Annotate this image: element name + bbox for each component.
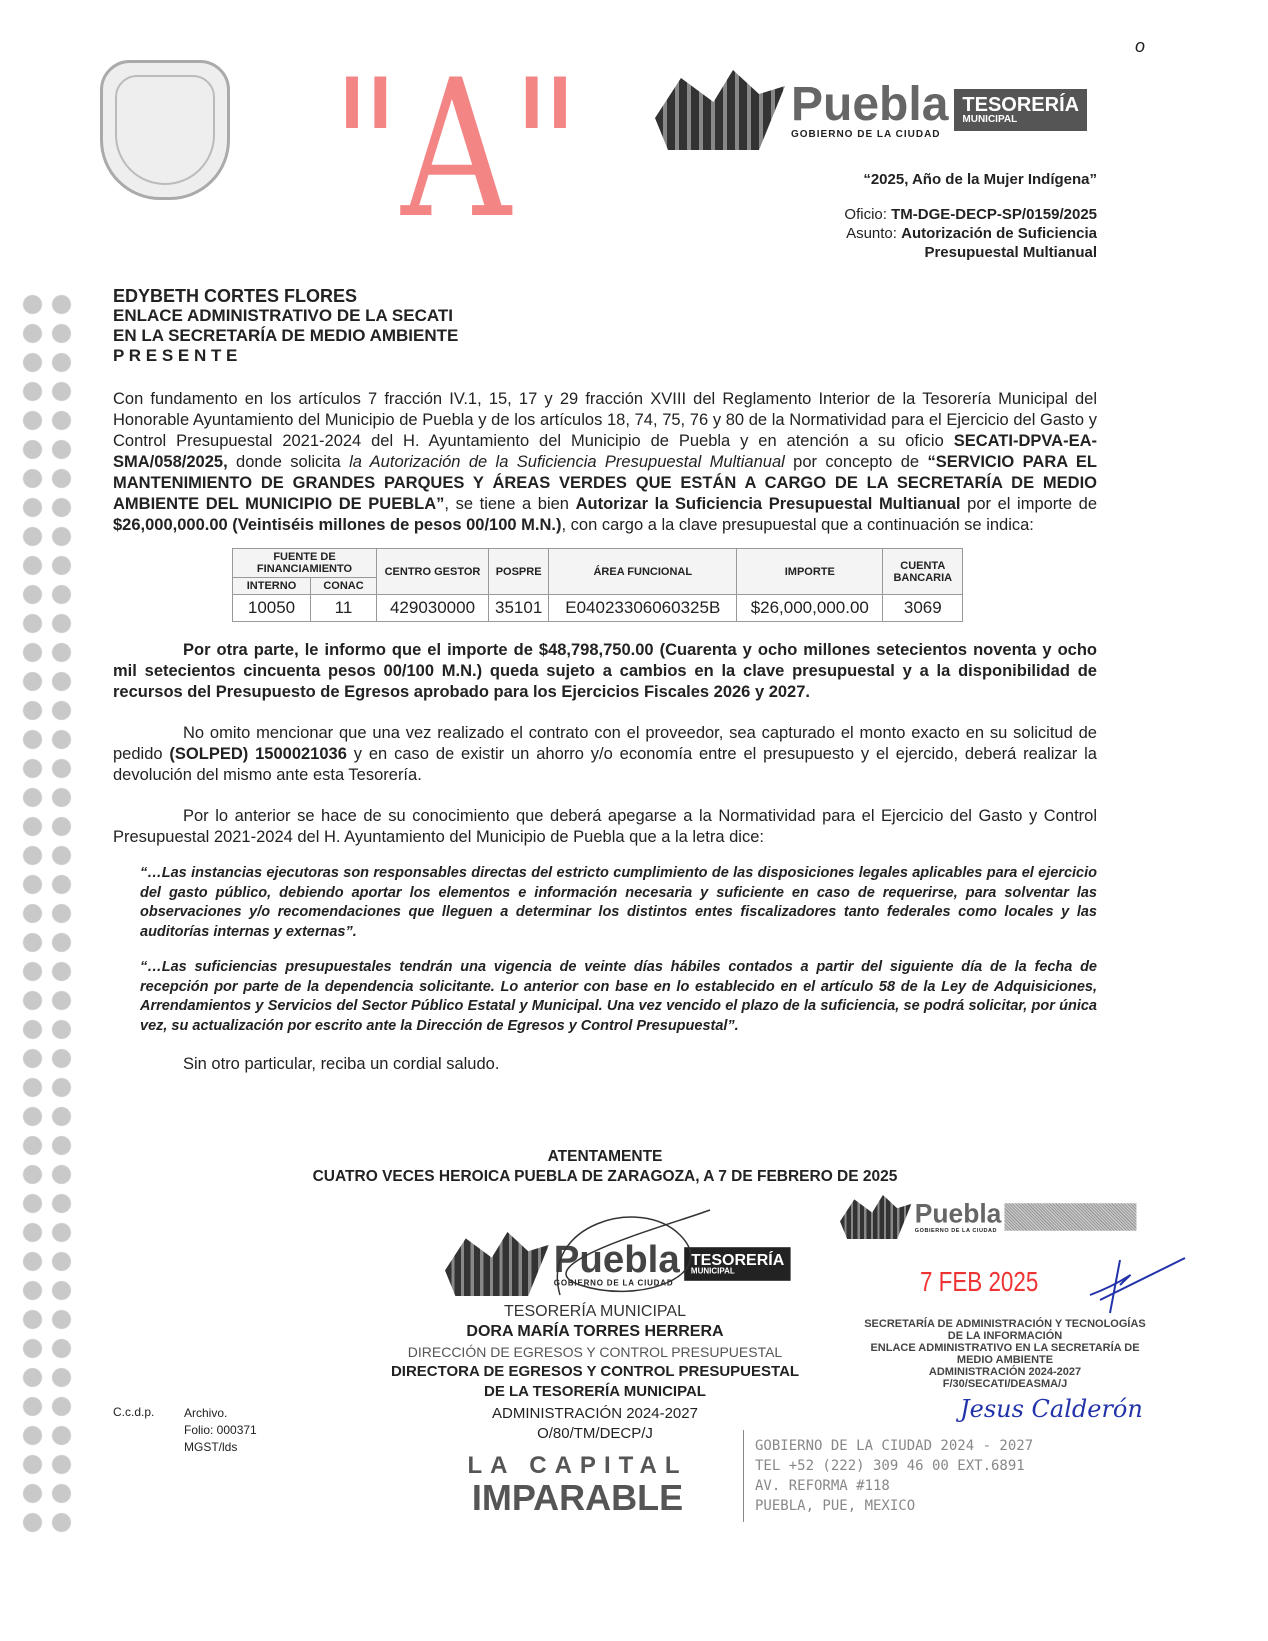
decorative-pattern-strip (18, 290, 76, 1540)
paragraph-2: Por otra parte, le informo que el importe de $48,798,750.00 (Cuarenta y ocho millones setecientos noventa y ocho mil setecientos cincuenta pesos 00/100 M.N.) queda sujeto a cambios en la clave presupuestal y a la disponibilidad de recursos del Presupuesto de Egresos aprobado para los Ejercicios Fiscales 2026 y 2027. (113, 641, 1097, 701)
cell-pospre: 35101 (489, 595, 549, 622)
reception-line1: SECRETARÍA DE ADMINISTRACIÓN Y TECNOLOGÍAS (864, 1318, 1146, 1330)
signer-title: DIRECTORA DE EGRESOS Y CONTROL PRESUPUESTAL (390, 1363, 800, 1380)
reception-logo-sub: GOBIERNO DE LA CIUDAD (914, 1227, 998, 1234)
reception-stamp-logo (840, 1195, 1137, 1239)
stamp-logo-sub: GOBIERNO DE LA CIUDAD (553, 1278, 674, 1288)
reception-line5: ADMINISTRACIÓN 2024-2027 (928, 1366, 1082, 1378)
th-centro: CENTRO GESTOR (377, 549, 489, 595)
place-date: CUATRO VECES HEROICA PUEBLA DE ZARAGOZA, A 7 DE FEBRERO DE 2025 (312, 1168, 898, 1185)
stamp-tesoreria-badge: TESORERÍA MUNICIPAL (685, 1247, 791, 1281)
handwritten-name: Jesus Calderón (960, 1395, 1143, 1423)
closing-greeting: Sin otro particular, reciba un cordial saludo. (183, 1055, 500, 1073)
cell-importe: $26,000,000.00 (737, 595, 883, 622)
signature-block (360, 1302, 830, 1402)
addressee-line3: P R E S E N T E (113, 346, 238, 365)
municipal-label: MUNICIPAL (962, 114, 1018, 125)
addressee-line1: ENLACE ADMINISTRATIVO DE LA SECATI (113, 306, 453, 325)
signature-scribble (520, 1195, 730, 1305)
reference-code: O/80/TM/DECP/J (537, 1425, 653, 1442)
stamp-logo-word: Puebla (553, 1238, 680, 1281)
tesoreria-badge (954, 89, 1087, 131)
oficio-label: Oficio: (844, 206, 887, 223)
addressee-name: EDYBETH CORTES FLORES (113, 286, 358, 306)
addressee-line2: EN LA SECRETARÍA DE MEDIO AMBIENTE (113, 326, 459, 345)
budget-table (232, 548, 963, 622)
administration: ADMINISTRACIÓN 2024-2027 (492, 1405, 698, 1422)
atentamente: ATENTAMENTE (547, 1148, 663, 1165)
th-cuenta: CUENTA BANCARIA (883, 549, 963, 595)
paragraph-3: No omito mencionar que una vez realizado el contrato con el proveedor, sea capturado el monto exacto en su solicitud de pedido (SOLPED) 1500021036 y en caso de existir un ahorro y/o economía entre el presupuesto y el ejercido, deberá realizar la devolución del mismo ante esta Tesorería. (113, 724, 1097, 784)
tesoreria-label: TESORERÍA (962, 94, 1080, 116)
reception-line6: F/30/SECATI/DEASMA/J (942, 1378, 1068, 1390)
address-line1: GOBIERNO DE LA CIUDAD 2024 - 2027 (755, 1438, 1034, 1454)
reception-logo-word: Puebla (914, 1199, 1002, 1229)
address-line3: AV. REFORMA #118 (755, 1478, 890, 1494)
ccp-initials: MGST/lds (184, 1440, 238, 1454)
cell-conac: 11 (311, 595, 377, 622)
reception-line2: DE LA INFORMACIÓN (947, 1330, 1063, 1342)
quote-1: “…Las instancias ejecutoras son responsables directas del estricto cumplimiento de las disposiciones legales aplicables para el ejercicio del gasto público, debiendo aportar los elementos e información necesaria y suficiente en caso de requerirse, para solventar las observaciones y/o recomendaciones que lleguen a determinar los distintos entes fiscalizadores tanto federales como locales y las auditorías internas y externas”. (140, 865, 1097, 940)
th-interno: INTERNO (233, 578, 311, 595)
footer-address (755, 1436, 1033, 1516)
address-line2: TEL +52 (222) 309 46 00 EXT.6891 (755, 1458, 1025, 1474)
oficio-number: TM-DGE-DECP-SP/0159/2025 (891, 206, 1097, 223)
blue-signature (1070, 1255, 1190, 1315)
th-fuente: FUENTE DE FINANCIAMIENTO (233, 549, 377, 578)
ccp-block (184, 1405, 257, 1456)
paragraph-4: Por lo anterior se hace de su conocimiento que deberá apegarse a la Normatividad para el Ejercicio del Gasto y Control Presupuestal 2021-2024 del H. Ayuntamiento del Municipio de Puebla que a la letra dice: (113, 807, 1097, 846)
th-importe: IMPORTE (737, 549, 883, 595)
reception-line3: ENLACE ADMINISTRATIVO EN LA SECRETARÍA DE (870, 1342, 1140, 1354)
closing (200, 1147, 1010, 1187)
footer-divider (743, 1430, 744, 1522)
table-row (233, 595, 963, 622)
cell-interno: 10050 (233, 595, 311, 622)
city-skyline-icon (840, 1195, 912, 1239)
capital-imparable-logo (440, 1452, 715, 1516)
ccp-archivo: Archivo. (184, 1406, 228, 1420)
signer-title-2: DE LA TESORERÍA MUNICIPAL (484, 1383, 706, 1400)
reception-date-stamp: 7 FEB 2025 (920, 1266, 1039, 1297)
letter-body (113, 389, 1097, 1075)
asunto-line2: Presupuestal Multianual (924, 244, 1097, 261)
city-skyline-icon (655, 70, 785, 150)
reception-stamp-text (850, 1318, 1160, 1390)
motto-line1: LA CAPITAL (467, 1452, 688, 1479)
addressee (113, 286, 458, 366)
stamp-direccion: DIRECCIÓN DE EGRESOS Y CONTROL PRESUPUESTAL (407, 1344, 783, 1360)
th-conac: CONAC (311, 578, 377, 595)
cell-cuenta: 3069 (883, 595, 963, 622)
cell-area: E04023306060325B (549, 595, 737, 622)
address-line4: PUEBLA, PUE, MEXICO (755, 1498, 916, 1514)
asunto-line1: Autorización de Suficiencia (901, 225, 1097, 242)
letter-meta (597, 170, 1097, 262)
cell-centro: 429030000 (377, 595, 489, 622)
city-seal-logo (100, 60, 230, 200)
paragraph-1: Con fundamento en los artículos 7 fracción IV.1, 15, 17 y 29 fracción XVIII del Reglamento Interior de la Tesorería Municipal del Honorable Ayuntamiento del Municipio de Puebla y de los artículos 18, 74, 75, 76 y 80 de la Normatividad para el Ejercicio del Gasto y Control Presupuestal 2021-2024 del H. Ayuntamiento del Municipio de Puebla y en atención a su oficio SECATI-DPVA-EA-SMA/058/2025, donde solicita la Autorización de la Suficiencia Presupuestal Multianual por concepto de “SERVICIO PARA EL MANTENIMIENTO DE GRANDES PARQUES Y ÁREAS VERDES QUE ESTÁN A CARGO DE LA SECRETARÍA DE MEDIO AMBIENTE DEL MUNICIPIO DE PUEBLA”, se tiene a bien Autorizar la Suficiencia Presupuestal Multianual por el importe de $26,000,000.00 (Veintiséis millones de pesos 00/100 M.N.), con cargo a la clave presupuestal que a continuación se indica: (113, 390, 1098, 534)
motto-line2: IMPARABLE (471, 1477, 684, 1518)
handwritten-red-mark: "A" (331, 39, 581, 260)
logo-sub: GOBIERNO DE LA CIUDAD (791, 128, 941, 140)
puebla-tesoreria-logo (655, 70, 1087, 150)
asunto-label: Asunto: (846, 225, 897, 242)
th-pospre: POSPRE (489, 549, 549, 595)
logo-word: Puebla (791, 77, 949, 131)
reception-line4: MEDIO AMBIENTE (956, 1354, 1054, 1366)
signer-name: DORA MARÍA TORRES HERRERA (466, 1323, 724, 1340)
corner-mark: o (1135, 36, 1146, 56)
ccp-label: C.c.d.p. (113, 1405, 155, 1419)
ccp-folio: Folio: 000371 (184, 1423, 257, 1437)
quote-2: “…Las suficiencias presupuestales tendrán una vigencia de veinte días hábiles contados a partir del siguiente día de la fecha de recepción por parte de la dependencia solicitante. Lo anterior con base en lo establecido en el artículo 58 de la Ley de Adquisiciones, Arrendamientos y Servicios del Sector Público Estatal y Municipal. Una vez vencido el plazo de la suficiencia, se podrá solicitar, por única vez, su actualización por escrito ante la Dirección de Egresos y Control Presupuestal”. (140, 959, 1097, 1034)
stamp-tesoreria-municipal: TESORERÍA MUNICIPAL (504, 1303, 686, 1320)
th-area: ÁREA FUNCIONAL (549, 549, 737, 595)
year-motto: “2025, Año de la Mujer Indígena” (863, 171, 1097, 188)
